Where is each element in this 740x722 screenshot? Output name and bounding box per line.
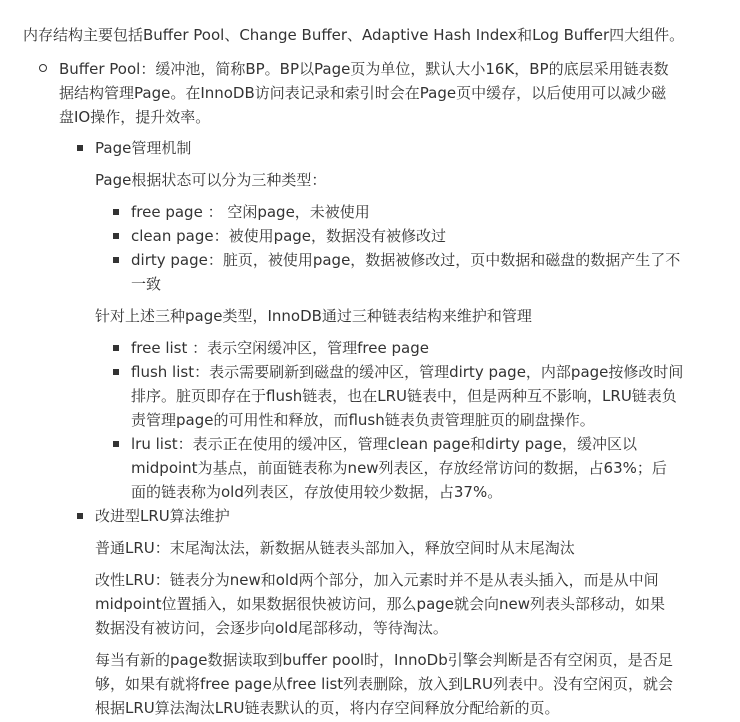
buffer-pool-line: 据结构管理Page。在InnoDB访问表记录和索引时会在Page页中缓存，以后使用可以减少磁 bbox=[59, 84, 667, 102]
square-bullet-icon bbox=[113, 369, 119, 375]
list-lru-cont: midpoint为基点，前面链表称为new列表区，存放经常访问的数据，占63%；后 bbox=[131, 459, 667, 477]
square-bullet-icon bbox=[77, 513, 83, 519]
list-flush-cont: 排序。脏页即存在于flush链表，也在LRU链表中，但是两种互不影响，LRU链表负 bbox=[131, 387, 677, 405]
new-page-line: 够，如果有就将free page从free list列表删除，放入到LRU列表中。没有空闲页，就会 bbox=[95, 675, 673, 693]
type-dirty-page-cont: 一致 bbox=[131, 275, 162, 293]
type-clean-page: clean page：被使用page，数据没有被修改过 bbox=[131, 227, 447, 245]
list-flush-cont: 责管理page的可用性和释放，而flush链表负责管理脏页的刷盘操作。 bbox=[131, 411, 595, 429]
square-bullet-icon bbox=[113, 345, 119, 351]
buffer-pool-line: 盘IO操作，提升效率。 bbox=[59, 108, 211, 126]
new-page-line: 根据LRU算法淘汰LRU链表默认的页，将内存空间释放分配给新的页。 bbox=[95, 699, 560, 717]
list-lru: lru list：表示正在使用的缓冲区，管理clean page和dirty page，缓冲区以 bbox=[131, 435, 638, 453]
lru-normal: 普通LRU：末尾淘汰法，新数据从链表头部加入，释放空间时从末尾淘汰 bbox=[95, 539, 575, 557]
square-bullet-icon bbox=[113, 441, 119, 447]
new-page-line: 每当有新的page数据读取到buffer pool时，InnoDb引擎会判断是否有空闲页，是否足 bbox=[95, 651, 673, 669]
buffer-pool-line: Buffer Pool：缓冲池，简称BP。BP以Page页为单位，默认大小16K，BP的底层采用链表数 bbox=[59, 60, 669, 78]
list-lru-cont: 面的链表称为old列表区，存放使用较少数据，占37%。 bbox=[131, 483, 503, 501]
list-free: free list ：表示空闲缓冲区，管理free page bbox=[131, 339, 429, 357]
list-flush: flush list：表示需要刷新到磁盘的缓冲区，管理dirty page，内部page按修改时间 bbox=[131, 363, 684, 381]
square-bullet-icon bbox=[113, 209, 119, 215]
circle-bullet-icon bbox=[39, 64, 47, 72]
type-dirty-page: dirty page：脏页，被使用page，数据被修改过，页中数据和磁盘的数据产生了不 bbox=[131, 251, 681, 269]
intro-paragraph: 内存结构主要包括Buffer Pool、Change Buffer、Adaptive Hash Index和Log Buffer四大组件。 bbox=[23, 26, 685, 44]
lru-improved-line: 改性LRU：链表分为new和old两个部分，加入元素时并不是从表头插入，而是从中间 bbox=[95, 571, 659, 589]
square-bullet-icon bbox=[113, 257, 119, 263]
lists-intro: 针对上述三种page类型，InnoDB通过三种链表结构来维护和管理 bbox=[95, 307, 532, 325]
lru-improved-line: midpoint位置插入，如果数据很快被访问，那么page就会向new列表头部移动，如果 bbox=[95, 595, 666, 613]
square-bullet-icon bbox=[113, 233, 119, 239]
page-mgmt-heading: Page管理机制 bbox=[95, 139, 192, 157]
square-bullet-icon bbox=[77, 145, 83, 151]
lru-improved-line: 数据没有被访问，会逐步向old尾部移动，等待淘汰。 bbox=[95, 619, 448, 637]
type-free-page: free page ： 空闲page，未被使用 bbox=[131, 203, 370, 221]
types-intro: Page根据状态可以分为三种类型： bbox=[95, 171, 327, 189]
lru-heading: 改进型LRU算法维护 bbox=[95, 507, 230, 525]
